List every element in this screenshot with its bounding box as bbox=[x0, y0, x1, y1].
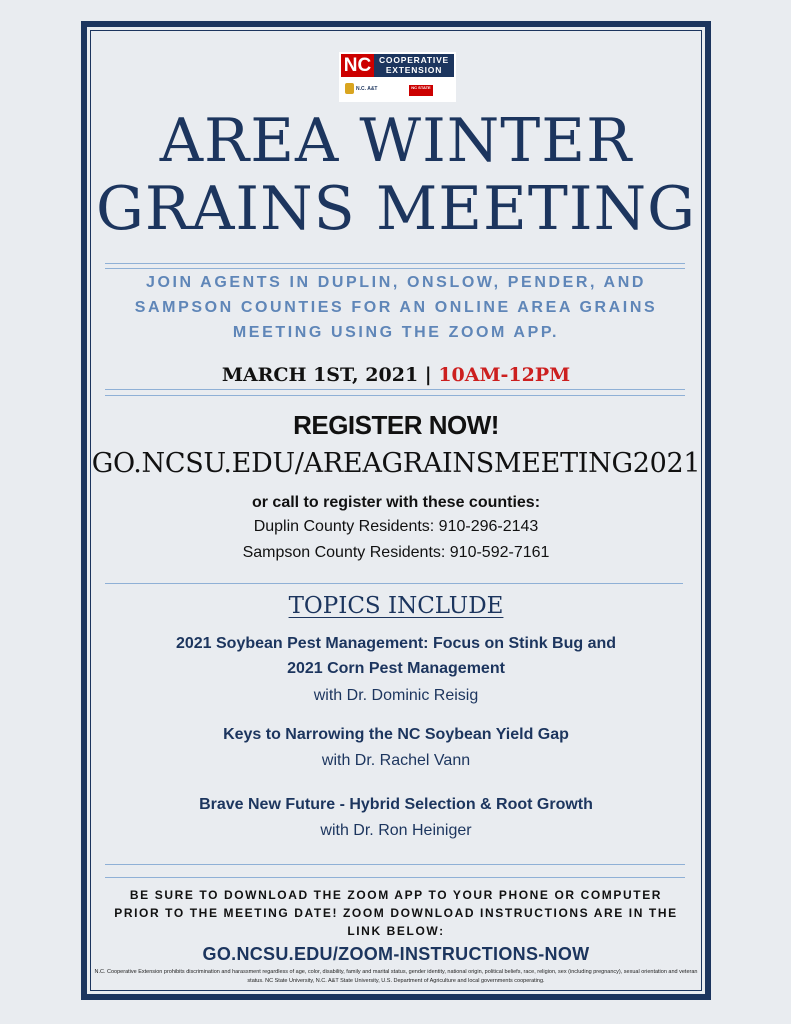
divider bbox=[105, 395, 685, 396]
logo-wordmark bbox=[374, 54, 454, 77]
topic-1-title-line-2: 2021 Corn Pest Management bbox=[287, 660, 505, 677]
register-heading: REGISTER NOW! bbox=[293, 410, 499, 440]
topic-3-title: Brave New Future - Hybrid Selection & Root Growth bbox=[199, 796, 593, 813]
title-line-2: GRAINS MEETING bbox=[96, 174, 696, 244]
ncat-logo-text: N.C. A&T bbox=[356, 85, 378, 92]
logo-extension: EXTENSION bbox=[385, 65, 443, 75]
divider bbox=[105, 263, 685, 264]
nc-cooperative-extension-logo bbox=[339, 52, 456, 102]
event-day: MARCH 1ST, 2021 bbox=[221, 364, 419, 386]
date-separator: | bbox=[418, 364, 439, 386]
divider bbox=[105, 583, 683, 584]
intro-text: JOIN AGENTS IN DUPLIN, ONSLOW, PENDER, AND SAMPSON COUNTIES FOR AN ONLINE AREA GRAINS MEETING USING THE ZOOM APP. bbox=[134, 274, 658, 341]
topic-1-title-line-1: 2021 Soybean Pest Management: Focus on Stink Bug and bbox=[175, 635, 617, 652]
divider bbox=[105, 268, 685, 269]
topic-3-speaker: with Dr. Ron Heiniger bbox=[320, 822, 472, 839]
logo-cooperative: COOPERATIVE bbox=[378, 55, 450, 65]
topic-2-title: Keys to Narrowing the NC Soybean Yield Gap bbox=[223, 726, 569, 743]
ncstate-logo: NC STATE bbox=[409, 85, 433, 96]
topics-heading-text: TOPICS INCLUDE bbox=[288, 593, 504, 619]
topics-heading bbox=[90, 590, 702, 622]
event-date bbox=[90, 362, 702, 388]
ncat-logo bbox=[345, 83, 385, 97]
zoom-instructions-note: BE SURE TO DOWNLOAD THE ZOOM APP TO YOUR PHONE OR COMPUTER PRIOR TO THE MEETING DATE! ZOOM DOWNLOAD INSTRUCTIONS ARE IN THE LINK BELOW: bbox=[114, 888, 678, 938]
call-to-register: or call to register with these counties: bbox=[251, 494, 541, 511]
title-line-1: AREA WINTER bbox=[159, 106, 633, 176]
divider bbox=[105, 864, 685, 865]
logo-nc-mark: NC bbox=[341, 54, 374, 77]
zoom-instructions-link[interactable]: GO.NCSU.EDU/ZOOM-INSTRUCTIONS-NOW bbox=[202, 944, 590, 964]
aggie-icon bbox=[345, 83, 354, 94]
sampson-phone: Sampson County Residents: 910-592-7161 bbox=[242, 544, 550, 561]
event-time: 10AM-12PM bbox=[438, 364, 571, 386]
duplin-phone: Duplin County Residents: 910-296-2143 bbox=[253, 518, 539, 535]
divider bbox=[105, 389, 685, 390]
page-title bbox=[90, 107, 702, 243]
topic-2-speaker: with Dr. Rachel Vann bbox=[321, 752, 471, 769]
divider bbox=[105, 877, 685, 878]
registration-link[interactable]: GO.NCSU.EDU/AREAGRAINSMEETING2021 bbox=[91, 448, 701, 479]
nondiscrimination-disclaimer: N.C. Cooperative Extension prohibits discrimination and harassment regardless of age, color, disability, family and marital status, gender identity, national origin, political beliefs, race, religion, sex (including pregnancy), sexual orientation and veteran status. NC State University, N.C. A&T State University, U.S. Department of Agriculture and local governments cooperating. bbox=[94, 969, 698, 984]
topic-1-speaker: with Dr. Dominic Reisig bbox=[313, 687, 479, 704]
